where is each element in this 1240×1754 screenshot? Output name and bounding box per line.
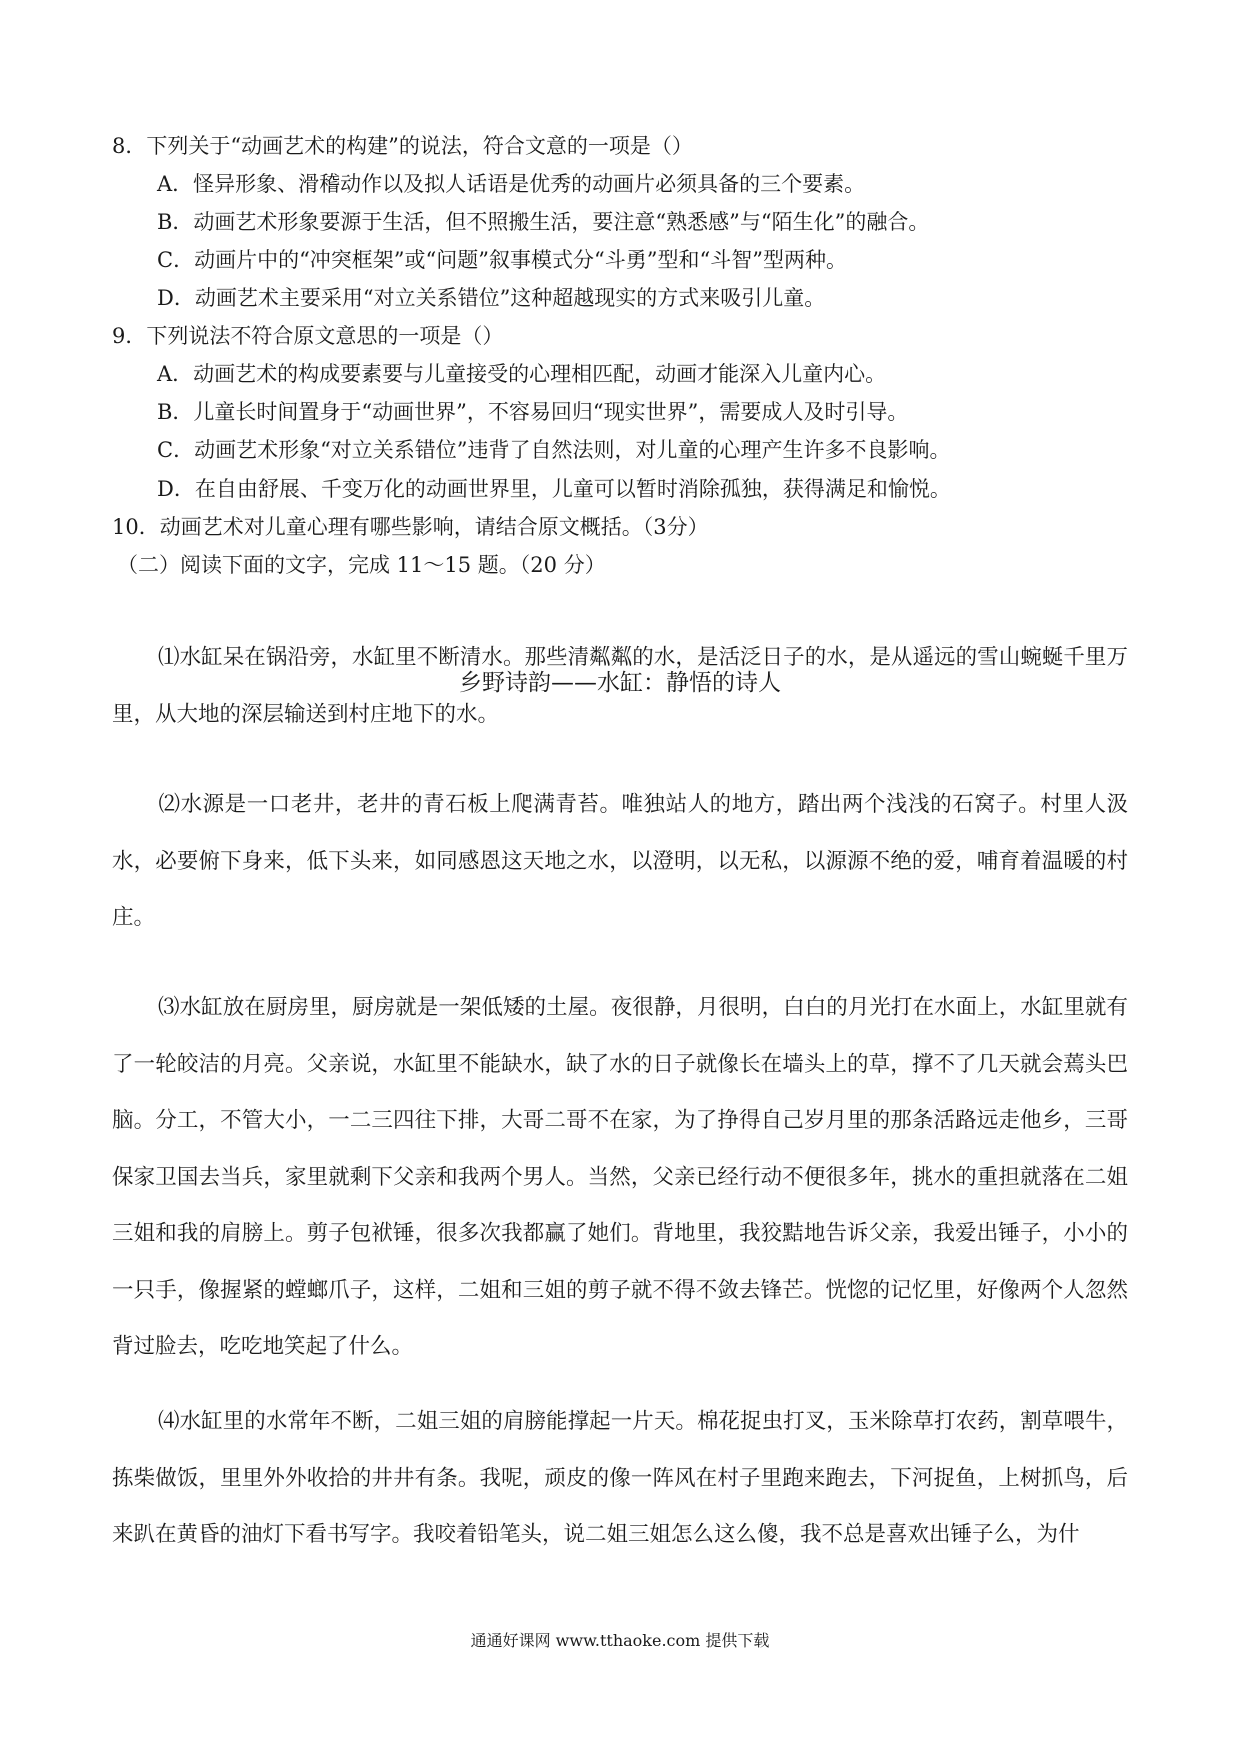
paragraph-3-text: ⑶水缸放在厨房里，厨房就是一架低矮的土屋。夜很静，月很明，白白的月光打在水面上，水缸里就有了一轮皎洁的月亮。父亲说，水缸里不能缺水，缺了水的日子就像长在墙头上的草，撑不了几天就会蔫头巴脑。分工，不管大小，一二三四往下排，大哥二哥不在家，为了挣得自己岁月里的那条活路远走他乡，三哥保家卫国去当兵，家里就剩下父亲和我两个男人。当然，父亲已经行动不便很多年，挑水的重担就落在二姐三姐和我的肩膀上。剪子包袱锤，很多次我都赢了她们。背地里，我狡黠地告诉父亲，我爱出锤子，小小的一只手，像握紧的螳螂爪子，这样，二姐和三姐的剪子就不得不敛去锋芒。恍惚的记忆里，好像两个人忽然背过脸去，吃吃地笑起了什么。 bbox=[112, 995, 1128, 1359]
q8-option-c: C．动画片中的“冲突框架”或“问题”叙事模式分“斗勇”型和“斗智”型两种。 bbox=[157, 248, 847, 272]
footer-watermark: 通通好课网 www.tthaoke.com 提供下载 bbox=[470, 1631, 770, 1650]
section-2-heading: （二）阅读下面的文字，完成 11～15 题。（20 分） bbox=[117, 553, 606, 577]
question-8-stem: 8．下列关于“动画艺术的构建”的说法，符合文意的一项是（） bbox=[112, 134, 693, 158]
q8-option-d: D．动画艺术主要采用“对立关系错位”这种超越现实的方式来吸引儿童。 bbox=[157, 286, 826, 310]
paragraph-2-text: ⑵水源是一口老井，老井的青石板上爬满青苔。唯独站人的地方，踏出两个浅浅的石窝子。村里人汲水，必要俯下身来，低下头来，如同感恩这天地之水，以澄明，以无私，以源源不绝的爱，哺育着温暖的村庄。 bbox=[112, 792, 1128, 930]
paragraph-1-text: ⑴水缸呆在锅沿旁，水缸里不断清水。那些清粼粼的水，是活泛日子的水，是从遥远的雪山蜿蜒千里万里，从大地的深层输送到村庄地下的水。 bbox=[112, 645, 1128, 727]
article-paragraph-2 bbox=[112, 777, 1128, 947]
article-title: 乡野诗韵——水缸：静悟的诗人 bbox=[459, 670, 781, 696]
article-paragraph-1 bbox=[112, 630, 1128, 743]
q9-option-b: B．儿童长时间置身于“动画世界”，不容易回归“现实世界”，需要成人及时引导。 bbox=[157, 400, 909, 424]
article-paragraph-3 bbox=[112, 980, 1128, 1376]
article-paragraph-4 bbox=[112, 1394, 1128, 1564]
q9-option-a: A．动画艺术的构成要素要与儿童接受的心理相匹配，动画才能深入儿童内心。 bbox=[157, 362, 887, 386]
q9-option-d: D．在自由舒展、千变万化的动画世界里，儿童可以暂时消除孤独，获得满足和愉悦。 bbox=[157, 477, 951, 501]
paragraph-4-text: ⑷水缸里的水常年不断，二姐三姐的肩膀能撑起一片天。棉花捉虫打叉，玉米除草打农药，割草喂牛，拣柴做饭，里里外外收拾的井井有条。我呢，顽皮的像一阵风在村子里跑来跑去，下河捉鱼，上树抓鸟，后来趴在黄昏的油灯下看书写字。我咬着铅笔头，说二姐三姐怎么这么傻，我不总是喜欢出锤子么，为什 bbox=[112, 1409, 1128, 1547]
q8-option-b: B．动画艺术形象要源于生活，但不照搬生活，要注意“熟悉感”与“陌生化”的融合。 bbox=[157, 210, 930, 234]
question-9-stem: 9．下列说法不符合原文意思的一项是（） bbox=[112, 324, 504, 348]
question-10: 10．动画艺术对儿童心理有哪些影响，请结合原文概括。（3分） bbox=[112, 515, 709, 539]
q9-option-c: C．动画艺术形象“对立关系错位”违背了自然法则，对儿童的心理产生许多不良影响。 bbox=[157, 438, 951, 462]
q8-option-a: A．怪异形象、滑稽动作以及拟人话语是优秀的动画片必须具备的三个要素。 bbox=[157, 172, 866, 196]
